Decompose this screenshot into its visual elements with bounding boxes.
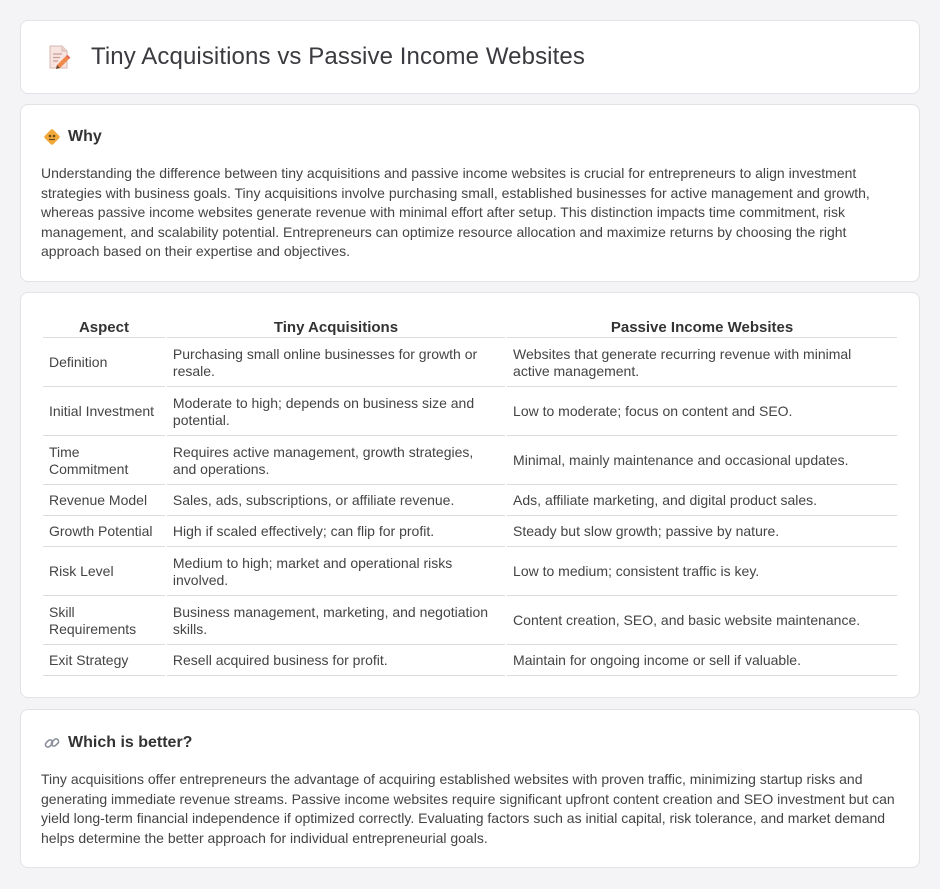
aspect-cell: Initial Investment — [43, 389, 165, 436]
better-heading-row — [43, 734, 192, 752]
header-passive-income: Passive Income Websites — [507, 317, 897, 338]
link-icon — [43, 734, 61, 752]
header-tiny-acquisitions: Tiny Acquisitions — [167, 317, 505, 338]
table-row — [43, 647, 897, 676]
page-title: Tiny Acquisitions vs Passive Income Websites — [91, 43, 585, 70]
which-is-better-card — [20, 709, 920, 868]
aspect-cell: Exit Strategy — [43, 647, 165, 676]
aspect-cell: Definition — [43, 340, 165, 387]
table-row — [43, 598, 897, 645]
better-paragraph: Tiny acquisitions offer entrepreneurs the advantage of acquiring established websites with proven traffic, minimizing startup risks and generating immediate revenue streams. Passive income websites require significant upfront content creation and SEO investment but can yield long-term financial independence if optimized correctly. Evaluating factors such as initial capital, risk tolerance, and market demand helps determine the better approach for individual entrepreneurial goals. — [41, 771, 895, 846]
passive-income-cell: Websites that generate recurring revenue with minimal active management. — [507, 340, 897, 387]
aspect-cell: Time Commitment — [43, 438, 165, 485]
tiny-acquisitions-cell: Sales, ads, subscriptions, or affiliate revenue. — [167, 487, 505, 516]
aspect-cell: Skill Requirements — [43, 598, 165, 645]
passive-income-cell: Maintain for ongoing income or sell if valuable. — [507, 647, 897, 676]
header-aspect: Aspect — [43, 317, 165, 338]
diamond-sign-icon — [43, 128, 61, 146]
tiny-acquisitions-cell: Medium to high; market and operational risks involved. — [167, 549, 505, 596]
table-row — [43, 487, 897, 516]
passive-income-cell: Low to moderate; focus on content and SEO. — [507, 389, 897, 436]
table-row — [43, 389, 897, 436]
why-heading: Why — [68, 128, 102, 145]
passive-income-cell: Content creation, SEO, and basic website maintenance. — [507, 598, 897, 645]
tiny-acquisitions-cell: Moderate to high; depends on business size and potential. — [167, 389, 505, 436]
table-header-row — [43, 317, 897, 338]
comparison-card — [20, 292, 920, 698]
table-row — [43, 340, 897, 387]
passive-income-cell: Steady but slow growth; passive by nature. — [507, 518, 897, 547]
tiny-acquisitions-cell: Purchasing small online businesses for growth or resale. — [167, 340, 505, 387]
aspect-cell: Growth Potential — [43, 518, 165, 547]
table-row — [43, 438, 897, 485]
why-heading-row — [43, 128, 102, 146]
passive-income-cell: Minimal, mainly maintenance and occasional updates. — [507, 438, 897, 485]
passive-income-cell: Ads, affiliate marketing, and digital product sales. — [507, 487, 897, 516]
aspect-cell: Revenue Model — [43, 487, 165, 516]
tiny-acquisitions-cell: Resell acquired business for profit. — [167, 647, 505, 676]
tiny-acquisitions-cell: Business management, marketing, and negotiation skills. — [167, 598, 505, 645]
why-card — [20, 104, 920, 282]
title-card — [20, 20, 920, 94]
better-heading: Which is better? — [68, 734, 193, 751]
table-row — [43, 549, 897, 596]
why-paragraph: Understanding the difference between tiny acquisitions and passive income websites is crucial for entrepreneurs to align investment strategies with business goals. Tiny acquisitions involve purchasing small, established businesses for active management and growth, whereas passive income websites generate revenue with minimal effort after setup. This distinction impacts time commitment, risk management, and scalability potential. Entrepreneurs can optimize resource allocation and maximize returns by choosing the right approach based on their expertise and objectives. — [41, 165, 870, 260]
tiny-acquisitions-cell: Requires active management, growth strategies, and operations. — [167, 438, 505, 485]
table-row — [43, 518, 897, 547]
tiny-acquisitions-cell: High if scaled effectively; can flip for profit. — [167, 518, 505, 547]
aspect-cell: Risk Level — [43, 549, 165, 596]
document-pencil-icon — [47, 44, 71, 70]
title-row — [47, 43, 585, 71]
comparison-table — [41, 315, 899, 678]
passive-income-cell: Low to medium; consistent traffic is key. — [507, 549, 897, 596]
